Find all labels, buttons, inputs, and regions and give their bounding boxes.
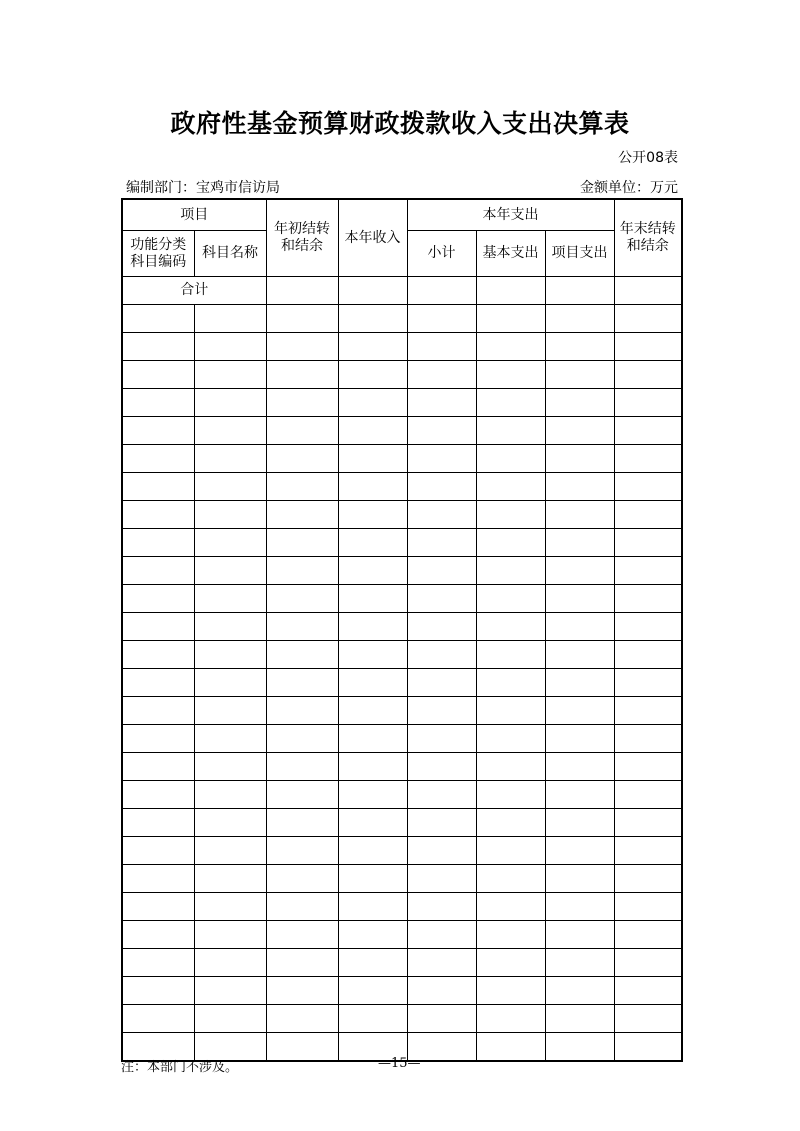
table-cell — [545, 697, 614, 725]
table-cell — [614, 781, 682, 809]
table-cell — [476, 753, 545, 781]
table-row — [122, 977, 682, 1005]
table-cell — [545, 753, 614, 781]
table-cell — [266, 837, 338, 865]
table-cell — [266, 445, 338, 473]
table-cell — [407, 445, 476, 473]
table-cell — [122, 669, 194, 697]
table-cell — [194, 697, 266, 725]
table-cell — [194, 641, 266, 669]
table-cell — [122, 529, 194, 557]
footnote: 注：本部门不涉及。 — [121, 1060, 239, 1075]
table-cell — [476, 529, 545, 557]
table-cell — [122, 781, 194, 809]
table-cell — [122, 921, 194, 949]
table-cell — [194, 445, 266, 473]
table-cell — [266, 893, 338, 921]
table-cell — [407, 669, 476, 697]
total-cell — [266, 277, 338, 305]
table-cell — [194, 809, 266, 837]
table-cell — [614, 809, 682, 837]
table-cell — [338, 305, 407, 333]
table-cell — [407, 417, 476, 445]
table-cell — [407, 725, 476, 753]
table-cell — [122, 417, 194, 445]
table-cell — [545, 473, 614, 501]
table-cell — [194, 725, 266, 753]
table-row — [122, 557, 682, 585]
table-cell — [122, 389, 194, 417]
table-cell — [122, 725, 194, 753]
table-row — [122, 725, 682, 753]
table-cell — [194, 585, 266, 613]
table-cell — [545, 585, 614, 613]
table-row — [122, 585, 682, 613]
header-item: 项目 — [122, 199, 266, 231]
table-cell — [194, 837, 266, 865]
table-cell — [476, 865, 545, 893]
table-cell — [614, 893, 682, 921]
table-cell — [407, 641, 476, 669]
table-cell — [194, 529, 266, 557]
table-cell — [476, 893, 545, 921]
table-cell — [122, 865, 194, 893]
table-row — [122, 921, 682, 949]
table-cell — [476, 837, 545, 865]
table-cell — [122, 445, 194, 473]
table-cell — [194, 389, 266, 417]
table-cell — [476, 809, 545, 837]
table-cell — [194, 333, 266, 361]
header-current-expense: 本年支出 — [407, 199, 614, 231]
table-cell — [338, 753, 407, 781]
header-subtotal: 小计 — [407, 231, 476, 277]
table-cell — [545, 333, 614, 361]
table-cell — [614, 585, 682, 613]
table-cell — [122, 305, 194, 333]
table-cell — [476, 921, 545, 949]
table-cell — [407, 809, 476, 837]
table-cell — [194, 613, 266, 641]
table-cell — [545, 613, 614, 641]
table-cell — [545, 557, 614, 585]
table-cell — [476, 585, 545, 613]
table-cell — [407, 837, 476, 865]
table-cell — [407, 977, 476, 1005]
table-cell — [266, 473, 338, 501]
table-cell — [407, 305, 476, 333]
table-cell — [194, 557, 266, 585]
table-cell — [338, 557, 407, 585]
table-cell — [614, 837, 682, 865]
budget-table — [121, 198, 683, 1062]
table-cell — [407, 585, 476, 613]
table-cell — [338, 445, 407, 473]
table-cell — [614, 949, 682, 977]
form-code: 公开08表 — [618, 150, 678, 166]
table-cell — [614, 501, 682, 529]
table-cell — [476, 781, 545, 809]
table-cell — [407, 389, 476, 417]
table-cell — [122, 753, 194, 781]
table-cell — [266, 529, 338, 557]
table-cell — [266, 781, 338, 809]
table-cell — [122, 837, 194, 865]
table-cell — [545, 837, 614, 865]
table-cell — [194, 781, 266, 809]
table-cell — [476, 501, 545, 529]
table-cell — [338, 417, 407, 445]
table-cell — [338, 949, 407, 977]
table-cell — [338, 1005, 407, 1033]
table-row — [122, 753, 682, 781]
table-cell — [194, 669, 266, 697]
table-cell — [338, 837, 407, 865]
table-cell — [122, 641, 194, 669]
table-cell — [122, 893, 194, 921]
unit-label: 金额单位：万元 — [580, 180, 678, 196]
table-row — [122, 389, 682, 417]
table-cell — [338, 473, 407, 501]
table-cell — [194, 305, 266, 333]
table-cell — [545, 893, 614, 921]
table-cell — [407, 613, 476, 641]
table-cell — [407, 473, 476, 501]
table-cell — [545, 725, 614, 753]
table-cell — [614, 305, 682, 333]
table-cell — [614, 921, 682, 949]
table-cell — [545, 501, 614, 529]
table-cell — [122, 473, 194, 501]
table-row — [122, 949, 682, 977]
table-cell — [614, 417, 682, 445]
page-number: —15— — [378, 1056, 421, 1071]
table-cell — [122, 613, 194, 641]
table-cell — [476, 445, 545, 473]
table-cell — [194, 501, 266, 529]
table-cell — [266, 501, 338, 529]
table-cell — [545, 641, 614, 669]
table-cell — [476, 949, 545, 977]
table-cell — [266, 865, 338, 893]
table-cell — [407, 781, 476, 809]
table-cell — [194, 977, 266, 1005]
table-cell — [614, 977, 682, 1005]
table-cell — [407, 865, 476, 893]
table-cell — [545, 389, 614, 417]
header-current-income: 本年收入 — [338, 199, 407, 277]
table-cell — [122, 557, 194, 585]
table-row — [122, 473, 682, 501]
table-cell — [194, 361, 266, 389]
table-cell — [545, 305, 614, 333]
table-cell — [122, 949, 194, 977]
table-cell — [614, 697, 682, 725]
table-cell — [266, 361, 338, 389]
table-cell — [476, 725, 545, 753]
table-cell — [614, 529, 682, 557]
table-cell — [407, 1005, 476, 1033]
table-cell — [266, 305, 338, 333]
table-cell — [407, 697, 476, 725]
table-cell — [122, 977, 194, 1005]
table-cell — [338, 669, 407, 697]
table-cell — [338, 333, 407, 361]
table-cell — [407, 921, 476, 949]
table-cell — [266, 557, 338, 585]
table-cell — [614, 669, 682, 697]
table-cell — [266, 585, 338, 613]
table-cell — [476, 1005, 545, 1033]
table-cell — [476, 697, 545, 725]
table-cell — [338, 501, 407, 529]
table-cell — [476, 305, 545, 333]
table-cell — [614, 725, 682, 753]
table-cell — [545, 1033, 614, 1062]
table-cell — [545, 921, 614, 949]
table-cell — [122, 501, 194, 529]
table-cell — [407, 557, 476, 585]
table-cell — [545, 1005, 614, 1033]
table-cell — [338, 781, 407, 809]
table-cell — [545, 669, 614, 697]
table-cell — [545, 445, 614, 473]
table-cell — [614, 361, 682, 389]
table-cell — [407, 361, 476, 389]
table-row — [122, 1005, 682, 1033]
table-row — [122, 893, 682, 921]
table-row — [122, 361, 682, 389]
table-cell — [614, 753, 682, 781]
table-cell — [266, 1033, 338, 1062]
table-row — [122, 501, 682, 529]
table-row — [122, 809, 682, 837]
table-row — [122, 333, 682, 361]
table-cell — [407, 333, 476, 361]
table-cell — [476, 557, 545, 585]
table-cell — [338, 529, 407, 557]
table-cell — [122, 361, 194, 389]
table-cell — [338, 977, 407, 1005]
table-cell — [614, 641, 682, 669]
table-cell — [545, 977, 614, 1005]
table-cell — [407, 501, 476, 529]
table-row — [122, 837, 682, 865]
total-cell — [476, 277, 545, 305]
table-row — [122, 613, 682, 641]
table-cell — [194, 473, 266, 501]
table-row — [122, 669, 682, 697]
table-cell — [614, 333, 682, 361]
table-cell — [545, 529, 614, 557]
table-cell — [194, 417, 266, 445]
table-cell — [614, 389, 682, 417]
table-cell — [266, 669, 338, 697]
header-func-code: 功能分类 科目编码 — [122, 231, 194, 277]
table-cell — [476, 417, 545, 445]
table-row — [122, 641, 682, 669]
table-cell — [194, 921, 266, 949]
table-cell — [266, 725, 338, 753]
table-cell — [476, 613, 545, 641]
table-cell — [545, 865, 614, 893]
table-row — [122, 305, 682, 333]
table-cell — [338, 893, 407, 921]
table-cell — [407, 753, 476, 781]
table-cell — [476, 1033, 545, 1062]
table-cell — [476, 361, 545, 389]
table-cell — [338, 865, 407, 893]
table-row — [122, 697, 682, 725]
table-cell — [338, 809, 407, 837]
header-closing-balance: 年末结转 和结余 — [614, 199, 682, 277]
table-cell — [476, 977, 545, 1005]
table-cell — [266, 389, 338, 417]
total-cell — [338, 277, 407, 305]
table-cell — [545, 949, 614, 977]
table-cell — [266, 697, 338, 725]
table-cell — [338, 921, 407, 949]
table-row — [122, 445, 682, 473]
table-cell — [545, 809, 614, 837]
table-cell — [338, 641, 407, 669]
table-cell — [194, 949, 266, 977]
table-cell — [194, 753, 266, 781]
table-cell — [407, 949, 476, 977]
table-cell — [407, 893, 476, 921]
table-cell — [266, 333, 338, 361]
table-cell — [614, 445, 682, 473]
table-cell — [266, 977, 338, 1005]
table-cell — [266, 417, 338, 445]
page-title: 政府性基金预算财政拨款收入支出决算表 — [170, 109, 630, 138]
table-cell — [266, 949, 338, 977]
header-basic-expense: 基本支出 — [476, 231, 545, 277]
table-cell — [122, 697, 194, 725]
table-cell — [122, 1005, 194, 1033]
table-cell — [545, 361, 614, 389]
table-cell — [545, 417, 614, 445]
table-cell — [614, 1033, 682, 1062]
table-cell — [338, 389, 407, 417]
table-cell — [338, 697, 407, 725]
table-row — [122, 865, 682, 893]
header-subject-name: 科目名称 — [194, 231, 266, 277]
table-cell — [545, 781, 614, 809]
table-row — [122, 781, 682, 809]
table-cell — [338, 585, 407, 613]
table-cell — [476, 669, 545, 697]
table-cell — [614, 473, 682, 501]
table-cell — [194, 1005, 266, 1033]
table-cell — [122, 333, 194, 361]
table-cell — [194, 893, 266, 921]
table-cell — [476, 333, 545, 361]
table-cell — [122, 585, 194, 613]
total-label: 合计 — [122, 277, 266, 305]
table-cell — [122, 809, 194, 837]
total-cell — [407, 277, 476, 305]
table-cell — [266, 1005, 338, 1033]
table-cell — [266, 613, 338, 641]
header-opening-balance: 年初结转 和结余 — [266, 199, 338, 277]
table-row — [122, 417, 682, 445]
table-cell — [476, 641, 545, 669]
table-cell — [194, 865, 266, 893]
table-cell — [266, 753, 338, 781]
table-cell — [266, 641, 338, 669]
table-cell — [266, 809, 338, 837]
table-cell — [476, 473, 545, 501]
table-cell — [266, 921, 338, 949]
table-cell — [614, 1005, 682, 1033]
table-cell — [614, 613, 682, 641]
table-cell — [614, 557, 682, 585]
table-cell — [407, 529, 476, 557]
table-row — [122, 529, 682, 557]
department-label: 编制部门：宝鸡市信访局 — [126, 180, 280, 196]
table-cell — [338, 613, 407, 641]
header-project-expense: 项目支出 — [545, 231, 614, 277]
total-cell — [614, 277, 682, 305]
table-cell — [338, 725, 407, 753]
table-cell — [338, 361, 407, 389]
table-cell — [614, 865, 682, 893]
table-cell — [476, 389, 545, 417]
total-cell — [545, 277, 614, 305]
